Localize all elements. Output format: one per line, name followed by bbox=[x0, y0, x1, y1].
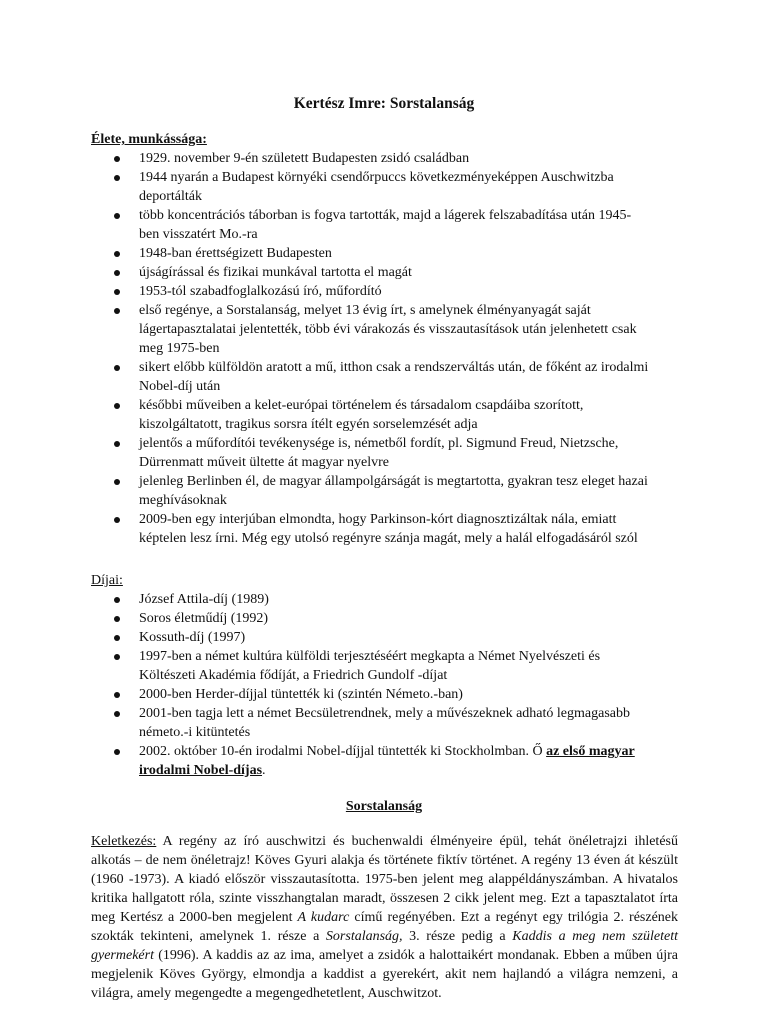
list-item-text: jelenleg Berlinben él, de magyar állampolgárságát is megtartotta, gyakran tesz eleget hazai meghívásoknak bbox=[139, 474, 648, 508]
list-item bbox=[91, 590, 651, 609]
list-item bbox=[91, 301, 651, 358]
paragraph-text: (1996). A kaddis az az ima, amelyet a zsidók a halottaikért mondanak. Ebben a műben újra megjelenik Köves György, elmondja a kaddist a gyerekért, akit nem hajlandó a világra nemzeni, a világra, amely megengedte a megengedhetetlent, Auschwitzot. bbox=[91, 948, 678, 1001]
bullet-icon bbox=[114, 441, 120, 447]
work-title-kaddis: Kaddis a meg nem született gyermekért bbox=[91, 929, 678, 963]
bullet-icon bbox=[114, 597, 120, 603]
list-item-text: több koncentrációs táborban is fogva tartották, majd a lágerek felszabadítása után 1945-ben visszatért Mo.-ra bbox=[139, 208, 632, 242]
section-title: Sorstalanság bbox=[345, 799, 423, 814]
list-item bbox=[91, 685, 651, 704]
list-item-text: sikert előbb külföldön aratott a mű, itthon csak a rendszerváltás után, de főként az irodalmi Nobel-díj után bbox=[139, 360, 649, 394]
bullet-icon bbox=[114, 156, 120, 162]
life-list bbox=[91, 149, 651, 548]
list-item bbox=[91, 263, 651, 282]
bullet-icon bbox=[114, 711, 120, 717]
list-item bbox=[91, 704, 651, 742]
list-item bbox=[91, 396, 651, 434]
list-item-text: első regénye, a Sorstalanság, melyet 13 évig írt, s amelynek élményanyagát saját lágertapasztalatai jelentették, több évi várakozás és visszautasítások után jelenhetett csak meg 1975-ben bbox=[139, 303, 637, 356]
list-item bbox=[91, 742, 651, 780]
list-item-text: 1929. november 9-én született Budapesten zsidó családban bbox=[139, 151, 470, 166]
list-item-text: 1944 nyarán a Budapest környéki csendőrpuccs következményeképpen Auschwitzba deportálták bbox=[139, 170, 614, 204]
list-item-text: 1997-ben a német kultúra külföldi terjesztéséért megkapta a Német Nyelvészeti és Költészeti Akadémia fődíját, a Friedrich Gundolf -díjat bbox=[139, 649, 601, 683]
body-paragraph bbox=[91, 832, 678, 1003]
bullet-icon bbox=[114, 175, 120, 181]
list-item bbox=[91, 244, 651, 263]
paragraph-text: 3. része pedig a bbox=[402, 929, 513, 944]
list-item-text: újságírással és fizikai munkával tartotta el magát bbox=[139, 265, 412, 280]
bullet-icon bbox=[114, 213, 120, 219]
bullet-icon bbox=[114, 289, 120, 295]
list-item bbox=[91, 628, 651, 647]
list-item-text: 1953-tól szabadfoglalkozású író, műfordító bbox=[139, 284, 382, 299]
list-item-text: 2009-ben egy interjúban elmondta, hogy Parkinson-kórt diagnosztizáltak nála, emiatt képtelen lesz írni. Még egy utolsó regényre szánja magát, mely a halál elfogadásáról szól bbox=[139, 512, 638, 546]
bullet-icon bbox=[114, 270, 120, 276]
page-title: Kertész Imre: Sorstalanság bbox=[293, 95, 475, 112]
bullet-icon bbox=[114, 635, 120, 641]
paragraph-text: A regény az író auschwitzi és buchenwaldi élményeire épül, tehát önéletrajzi ihletésű alkotás – de nem önéletrajz! Köves Gyuri alakja és története fiktív történet. A regény 13 éven át készült (1960 -1973). A kiadó először visszautasította. 1975-ben jelent meg alappéldányszámban. A hivatalos kritika hallgatott róla, szinte visszhangtalan maradt, összesen 2 cikk jelent meg. Ezt a tapasztalatot írta meg Kertész a 2000-ben megjelent bbox=[91, 834, 678, 925]
bullet-icon bbox=[114, 692, 120, 698]
bullet-icon bbox=[114, 479, 120, 485]
list-item bbox=[91, 149, 651, 168]
list-item-text: Kossuth-díj (1997) bbox=[139, 630, 246, 645]
list-item-text: 2002. október 10-én irodalmi Nobel-díjjal tüntették ki Stockholmban. Ő bbox=[139, 744, 547, 759]
list-item bbox=[91, 282, 651, 301]
origin-label: Keletkezés: bbox=[91, 834, 157, 849]
list-item bbox=[91, 434, 651, 472]
bullet-icon bbox=[114, 749, 120, 755]
list-item bbox=[91, 647, 651, 685]
list-item-end: . bbox=[262, 763, 266, 778]
list-item bbox=[91, 168, 651, 206]
list-item bbox=[91, 609, 651, 628]
work-title-kudarc: A kudarc bbox=[297, 910, 350, 925]
awards-list bbox=[91, 590, 651, 780]
bullet-icon bbox=[114, 654, 120, 660]
nobel-emphasis: az első magyar irodalmi Nobel-díjas bbox=[139, 744, 635, 778]
bullet-icon bbox=[114, 616, 120, 622]
list-item-text: József Attila-díj (1989) bbox=[139, 592, 269, 607]
list-item-text: Soros életműdíj (1992) bbox=[139, 611, 269, 626]
list-item-text: 2001-ben tagja lett a német Becsületrendnek, mely a művészeknek adható legmagasabb németo.-i kitüntetés bbox=[139, 706, 630, 740]
list-item-text: későbbi műveiben a kelet-európai történelem és társadalom csapdáiba szorított, kiszolgáltatott, tragikus sorsra ítélt egyén sorselemzését adja bbox=[139, 398, 584, 432]
list-item bbox=[91, 472, 651, 510]
bullet-icon bbox=[114, 365, 120, 371]
list-item-text: 2000-ben Herder-díjjal tüntették ki (szintén Németo.-ban) bbox=[139, 687, 463, 702]
bullet-icon bbox=[114, 251, 120, 257]
list-item-text: jelentős a műfordítói tevékenysége is, németből fordít, pl. Sigmund Freud, Nietzsche, Dürrenmatt műveit ültette át magyar nyelvre bbox=[139, 436, 619, 470]
bullet-icon bbox=[114, 308, 120, 314]
awards-heading: Díjai: bbox=[91, 573, 123, 588]
life-heading: Élete, munkássága: bbox=[91, 132, 207, 147]
list-item bbox=[91, 358, 651, 396]
list-item-text: 1948-ban érettségizett Budapesten bbox=[139, 246, 332, 261]
bullet-icon bbox=[114, 403, 120, 409]
paragraph-text: című regényében. Ezt a regényt egy trilógia 2. részének szokták tekinteni, amelynek 1. része a bbox=[91, 910, 678, 944]
list-item bbox=[91, 206, 651, 244]
bullet-icon bbox=[114, 517, 120, 523]
work-title-sorstalansag: Sorstalanság, bbox=[325, 929, 403, 944]
list-item bbox=[91, 510, 651, 548]
